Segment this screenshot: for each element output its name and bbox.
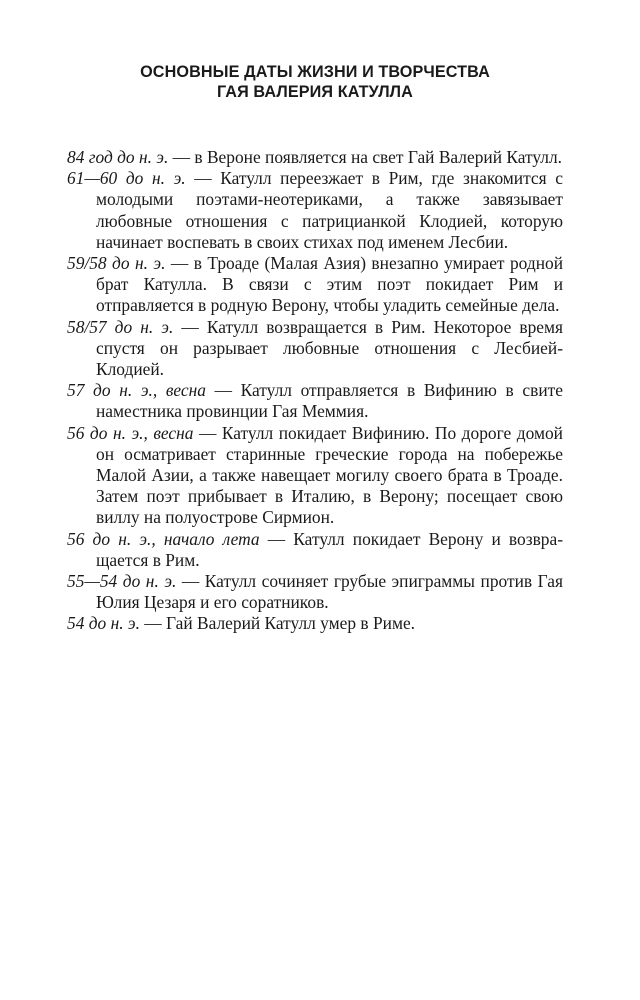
entry-text: — Катулл сочиняет грубые эпиграммы против Гая Юлия Цезаря и его соратников. [96, 571, 563, 613]
entry-text: — в Вероне появляется на свет Гай Валерий Катулл. [168, 147, 562, 167]
chronology-page [67, 62, 563, 635]
chronology-entry [67, 529, 563, 571]
entry-date: 58/57 до н. э. [67, 316, 174, 337]
entry-text: — Катулл переезжает в Рим, где знакомится с молодыми поэтами-неотериками, а также завязывает любовные отношения с патрицианкой Клодией, которую начинает воспевать в своих стихах под именем Лесбии. [96, 168, 563, 252]
chronology-entry [67, 380, 563, 422]
entry-text: — Гай Валерий Катулл умер в Риме. [139, 613, 416, 634]
chronology-entry [67, 571, 563, 613]
page-title [67, 62, 563, 102]
entry-date: 56 до н. э., начало лета [67, 528, 260, 549]
entry-date: 84 год до н. э. [67, 147, 169, 167]
entry-text: — Катулл покидает Верону и возвращается в Рим. [96, 528, 563, 570]
entry-text: — Катулл отправляется в Вифинию в свите наместника провинции Гая Меммия. [96, 380, 563, 422]
entry-date: 61—60 до н. э. [67, 168, 186, 189]
title-line-2: ГАЯ ВАЛЕРИЯ КАТУЛЛА [217, 83, 413, 101]
entry-date: 55—54 до н. э. [67, 571, 177, 592]
chronology-entry [67, 613, 563, 634]
chronology-entry [67, 317, 563, 381]
entry-text: — Катулл покидает Вифинию. По дороге домой он осматривает старинные греческие города на побережье Малой Азии, а также навещает могилу своего брата в Троаде. Затем поэт прибывает в Италию, в Верону; посещает свою виллу на полуострове Сирмион. [96, 422, 563, 528]
chronology-entry [67, 168, 563, 253]
entry-date: 56 до н. э., весна [67, 422, 194, 443]
title-line-1: ОСНОВНЫЕ ДАТЫ ЖИЗНИ И ТВОРЧЕСТВА [140, 63, 490, 81]
entry-date: 54 до н. э. [67, 613, 140, 634]
entry-date: 57 до н. э., весна [67, 380, 206, 401]
chronology-list [67, 147, 563, 635]
chronology-entry [67, 147, 563, 168]
entry-date: 59/58 до н. э. [67, 253, 166, 274]
entry-text: — в Троаде (Малая Азия) внезапно умирает родной брат Катулла. В связи с этим поэт покидает Рим и отправляется в родную Верону, чтобы уладить семейные дела. [96, 253, 564, 316]
chronology-entry [67, 423, 563, 529]
entry-text: — Катулл возвращается в Рим. Некоторое время спустя он разрывает любовные отношения с Лесбией-Клодией. [96, 316, 563, 380]
chronology-entry [67, 253, 563, 317]
